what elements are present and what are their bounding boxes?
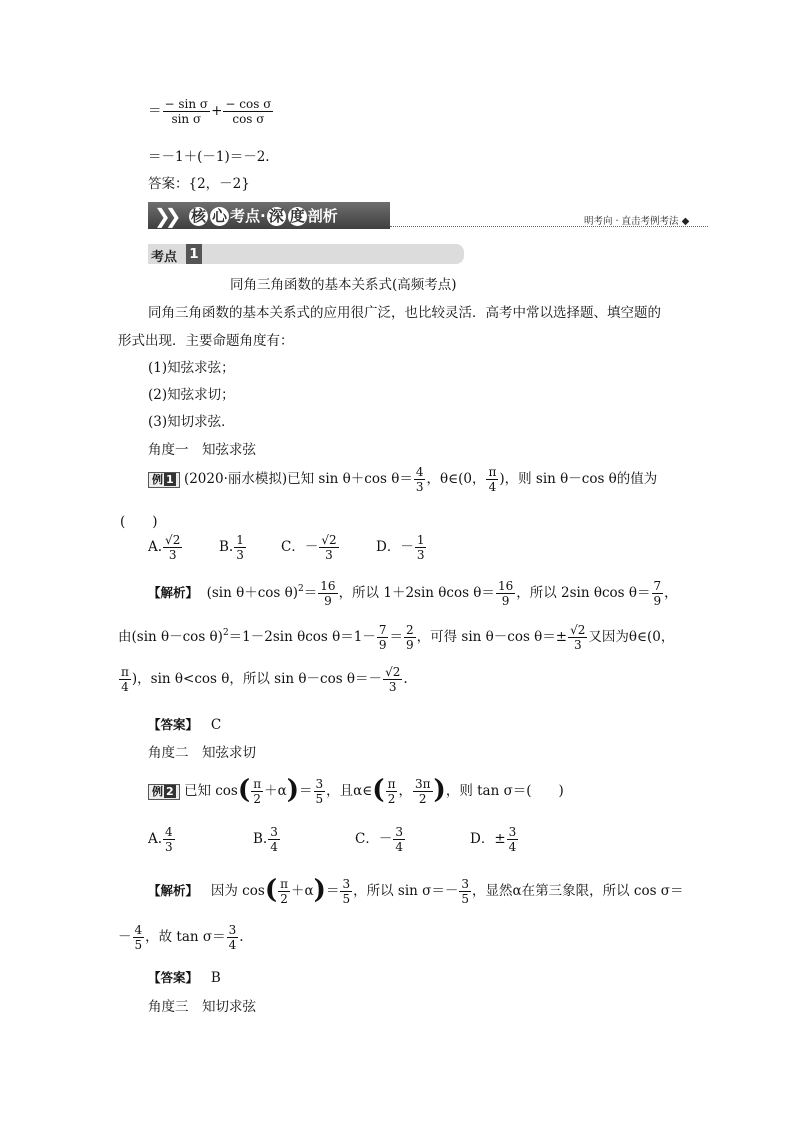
ex2-option-a[interactable]: A. $\frac{4}{3}$ bbox=[148, 825, 173, 854]
example-2-stem: 例 2 已知 cos( $\frac{\pi}{2}$ ＋α)＝ $\frac{3}{5}$ ，且α∈( $\frac{\pi}{2}$ ， $\frac{3\pi}{2}$ )，则 tan σ＝( ) bbox=[148, 778, 564, 805]
kaodian-number: 1 bbox=[186, 244, 202, 264]
ex1-answer: 【答案】 C bbox=[148, 717, 222, 733]
diamond-icon: ◆ bbox=[681, 216, 690, 227]
example-tag: 例 1 bbox=[148, 472, 180, 488]
angle-item-1: (1)知弦求弦； bbox=[148, 360, 235, 376]
example-tag: 例 2 bbox=[148, 784, 180, 800]
intro-line-2: 形式出现．主要命题角度有： bbox=[118, 333, 294, 349]
angle-2-heading: 角度二 知弦求切 bbox=[148, 745, 256, 761]
ex1-solution-line-2: 由(sin θ－cos θ)$^2$＝1－2sin θcos θ＝1－ $\frac{7}{9}$ ＝ $\frac{2}{9}$ ，可得 sin θ－cos θ＝± $\frac{√2}{3}$ 又因为θ∈(0， bbox=[118, 623, 675, 652]
kaodian-label: 考点 bbox=[151, 250, 178, 265]
angle-item-3: (3)知切求弦． bbox=[148, 414, 235, 430]
ex2-option-d[interactable]: D．± $\frac{3}{4}$ bbox=[470, 825, 517, 854]
line-sum-fractions: ＝ $\frac{\text{− sin σ}}{\text{sin σ}}$ + $\frac{\text{− cos σ}}{\text{cos σ}}$ bbox=[148, 97, 272, 126]
ex2-solution-line-2: － $\frac{4}{5}$ ，故 tan σ＝ $\frac{3}{4}$ . bbox=[118, 923, 244, 952]
ex2-answer: 【答案】 B bbox=[148, 970, 221, 986]
intro-line-1: 同角三角函数的基本关系式的应用很广泛，也比较灵活．高考中常以选择题、填空题的 bbox=[148, 305, 661, 321]
ex1-solution-line-1: 【解析】 (sin θ＋cos θ)$^2$＝ $\frac{16}{9}$ ，所以 1＋2sin θcos θ＝ $\frac{16}{9}$ ，所以 2sin θcos θ＝ $\frac{7}{9}$ ， bbox=[148, 579, 678, 608]
angle-1-heading: 角度一 知弦求弦 bbox=[148, 442, 256, 458]
section-title: 同角三角函数的基本关系式(高频考点) bbox=[230, 277, 457, 293]
angle-item-2: (2)知弦求切； bbox=[148, 387, 235, 403]
kaodian-bar bbox=[148, 244, 464, 264]
angle-3-heading: 角度三 知切求弦 bbox=[148, 999, 256, 1015]
banner-title: 核 心 考点· 深 度 剖析 bbox=[190, 207, 338, 225]
ex2-option-b[interactable]: B. $\frac{3}{4}$ bbox=[253, 825, 278, 854]
ex2-solution-line-1: 【解析】 因为 cos( $\frac{\pi}{2}$ ＋α)＝ $\frac{3}{5}$ ，所以 sin σ＝－ $\frac{3}{5}$ ，显然α在第三象限，所以 cos σ＝ bbox=[148, 875, 684, 906]
ex1-solution-line-3: $\frac{\pi}{4}$ )，sin θ<cos θ，所以 sin θ－cos θ＝－ $\frac{√2}{3}$ . bbox=[121, 665, 408, 694]
example-1-paren: ( ) bbox=[120, 514, 158, 530]
section-banner bbox=[148, 202, 390, 229]
answer-line: 答案：{2，－2} bbox=[148, 176, 250, 192]
line-result: ＝－1＋(－1)＝－2. bbox=[148, 149, 270, 165]
ex1-option-a[interactable]: A. $\frac{√2}{3}$ bbox=[148, 533, 181, 562]
ex1-option-b[interactable]: B. $\frac{1}{3}$ bbox=[219, 533, 244, 562]
ex1-option-c[interactable]: C．－ $\frac{√2}{3}$ bbox=[281, 533, 337, 562]
banner-subtitle: 明考向 · 直击考例考法 ◆ bbox=[584, 216, 690, 227]
example-1-stem: 例 1 (2020·丽水模拟)已知 sin θ＋cos θ＝ $\frac{4}{3}$ ，θ∈(0， $\frac{\pi}{4}$ )，则 sin θ－cos θ的值为 bbox=[148, 466, 657, 493]
chevron-icon: ❯❯ bbox=[154, 204, 176, 228]
ex2-option-c[interactable]: C．－ $\frac{3}{4}$ bbox=[355, 825, 403, 854]
ex1-option-d[interactable]: D．－ $\frac{1}{3}$ bbox=[376, 533, 425, 562]
